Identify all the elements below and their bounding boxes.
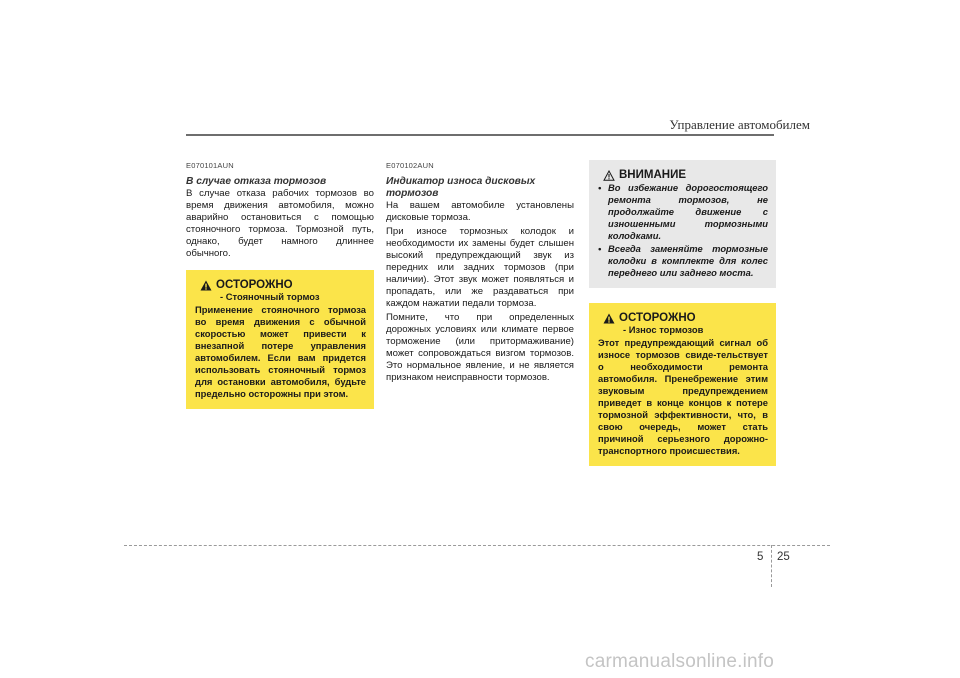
- watermark: carmanualsonline.info: [585, 651, 775, 672]
- notice-bullet: • Всегда заменяйте тормозные колодки в комплекте для колес переднего или заднего моста.: [598, 243, 768, 278]
- section-code: E070102AUN: [386, 161, 434, 170]
- page-section: 5: [757, 551, 764, 563]
- warning-text: Применение стояночного тормоза во время движения с обычной скоростью может привести к внезапной потере управления автомобилем. Если вам придется использовать стояночный тормоз для остановки автомобиля, будьте предельно осторожны при этом.: [195, 304, 366, 399]
- warning-box-parking-brake: [186, 270, 374, 409]
- section-heading: Индикатор износа дисковых тормозов: [386, 176, 536, 199]
- paragraph: На вашем автомобиле установлены дисковые тормоза.: [386, 200, 574, 223]
- warning-title: ОСТОРОЖНО: [619, 312, 696, 324]
- paragraph: Помните, что при определенных дорожных условиях или климате первое торможение (или притормаживание) может сопровождаться визгом тормозов. Это нормальное явление, и не является признаком неисправности тормозов.: [386, 312, 574, 383]
- warning-box-brake-wear: [589, 303, 776, 466]
- bullet-dot-icon: •: [598, 182, 602, 193]
- page-number: 25: [777, 551, 790, 563]
- bullet-dot-icon: •: [598, 243, 602, 254]
- column-1: [186, 160, 374, 409]
- warning-triangle-icon: [603, 313, 615, 324]
- header-title: Управление автомобилем: [669, 117, 810, 132]
- warning-subtitle: - Износ тормозов: [623, 324, 704, 335]
- warning-text: Этот предупреждающий сигнал об износе тормозов свиде-тельствует о необходимости ремонта автомобиля. Пренебрежение этим звуковым предупреждением приведет в конце концов к потере тормозной эффективности, что, в свою очередь, может стать причиной серьезного дорожно-транспортного происшествия.: [598, 337, 768, 456]
- notice-bullet: • Во избежание дорогостоящего ремонта тормозов, не продолжайте движение с изношенными тормозными колодками.: [598, 182, 768, 241]
- header-rule: [186, 134, 774, 136]
- section-heading: В случае отказа тормозов: [186, 176, 327, 187]
- column-2: [386, 160, 574, 386]
- paragraph: При износе тормозных колодок и необходимости их замены будет слышен высокий предупреждающий звук из передних или задних тормозов (при наличии). Этот звук может появляться и пропадать, или же раздаваться при каждом нажатии педали тормоза.: [386, 226, 574, 309]
- caution-triangle-icon: [603, 170, 615, 181]
- footer-rule: [124, 545, 830, 546]
- notice-box: [589, 160, 776, 288]
- footer-divider: [771, 545, 772, 587]
- notice-title: ВНИМАНИЕ: [619, 169, 687, 181]
- section-code: E070101AUN: [186, 161, 234, 170]
- paragraph: В случае отказа рабочих тормозов во время движения автомобиля, можно аварийно остановиться с помощью стояночного тормоза. Тормозной путь, однако, будет намного длиннее обычного.: [186, 188, 374, 259]
- warning-subtitle: - Стояночный тормоз: [220, 291, 320, 302]
- warning-triangle-icon: [200, 280, 212, 291]
- warning-title: ОСТОРОЖНО: [216, 279, 293, 291]
- column-3: [589, 160, 776, 466]
